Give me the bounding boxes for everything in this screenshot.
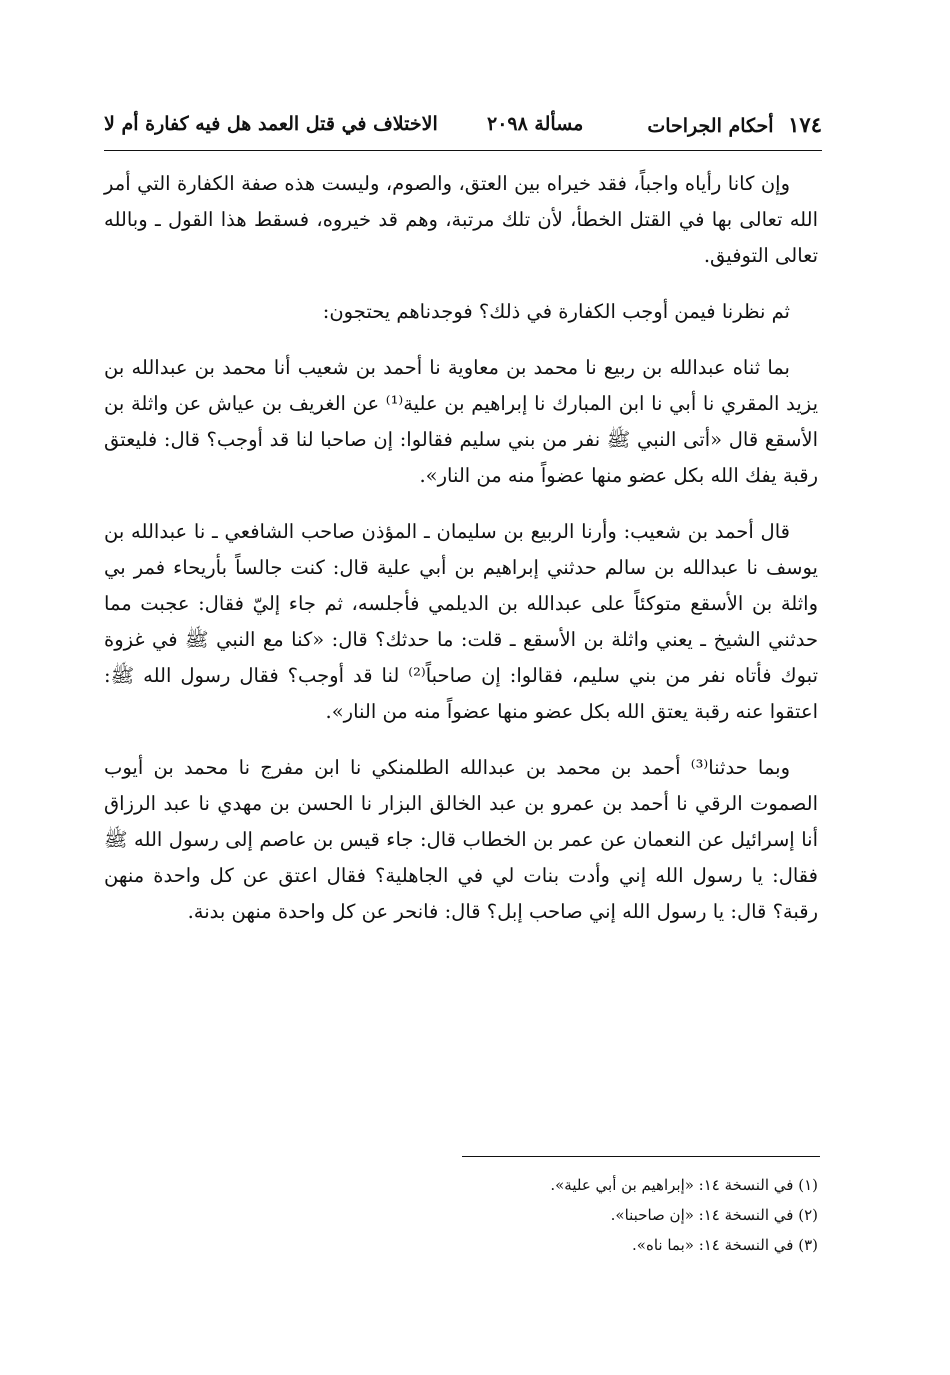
main-text [104,166,818,950]
section-topic: الاختلاف في قتل العمد هل فيه كفارة أم لا [104,113,438,135]
running-header [104,104,822,144]
footnote: (٣) في النسخة ١٤: «بما ناه». [632,1236,818,1254]
paragraph: قال أحمد بن شعيب: وأرنا الربيع بن سليمان ـ المؤذن صاحب الشافعي ـ نا عبدالله بن يوسف نا عبدالله بن سالم حدثني إبراهيم بن أبي علية قال: كنت جالساً بأريحاء فمر بي واثلة بن الأسقع متوكئاً على عبدالله بن الديلمي فأجلسه، ثم جاء إليّ فقال: عجبت مما حدثني الشيخ ـ يعني واثلة بن الأسقع ـ قلت: ما حدثك؟ قال: «كنا مع النبي ﷺ في غزوة تبوك فأتاه نفر من بني سليم، فقالوا: إن صاحباً⁽²⁾ لنا قد أوجب؟ فقال رسول الله ﷺ: اعتقوا عنه رقبة يعتق الله بكل عضو منها عضواً منه من النار». [104,520,818,723]
footnote-divider [462,1156,820,1157]
page-number: ١٧٤ [788,111,822,137]
footnote: (٢) في النسخة ١٤: «إن صاحبنا». [610,1206,818,1224]
paragraph: ثم نظرنا فيمن أوجب الكفارة في ذلك؟ فوجدناهم يحتجون: [322,300,790,323]
footnote: (١) في النسخة ١٤: «إبراهيم بن أبي علية». [550,1176,818,1194]
header-right-group [487,112,822,137]
paragraph: وإن كانا رأياه واجباً، فقد خيراه بين العتق، والصوم، وليست هذه صفة الكفارة التي أمر الله تعالى بها في القتل الخطأ، لأن تلك مرتبة، وهم قد خيروه، فسقط هذا القول ـ وبالله تعالى التوفيق. [104,172,818,267]
header-divider [104,150,822,151]
book-title: أحكام الجراحات [647,114,774,137]
footnotes [104,1170,818,1260]
header-book-title [647,112,822,137]
issue-number: مسألة ٢٠٩٨ [486,113,584,135]
paragraph: بما ثناه عبدالله بن ربيع نا محمد بن معاوية نا أحمد بن شعيب أنا محمد بن عبدالله بن يزيد المقري نا أبي نا ابن المبارك نا إبراهيم بن علية⁽¹⁾ عن الغريف بن عياش عن واثلة بن الأسقع قال «أتى النبي ﷺ نفر من بني سليم فقالوا: إن صاحبا لنا قد أوجب؟ قال: فليعتق رقبة يفك الله بكل عضو منها عضواً منه من النار». [104,356,818,487]
paragraph: وبما حدثنا⁽³⁾ أحمد بن محمد بن عبدالله الطلمنكي نا ابن مفرج نا محمد بن أيوب الصموت الرقي نا أحمد بن عمرو بن عبد الخالق البزار نا الحسن بن مهدي نا عبد الرزاق أنا إسرائيل عن النعمان عن عمر بن الخطاب قال: جاء قيس بن عاصم إلى رسول الله ﷺ فقال: يا رسول الله إني وأدت بنات لي في الجاهلية؟ فقال اعتق عن كل واحدة منهن رقبة؟ قال: يا رسول الله إني صاحب إبل؟ قال: فانحر عن كل واحدة منهن بدنة. [104,756,818,923]
